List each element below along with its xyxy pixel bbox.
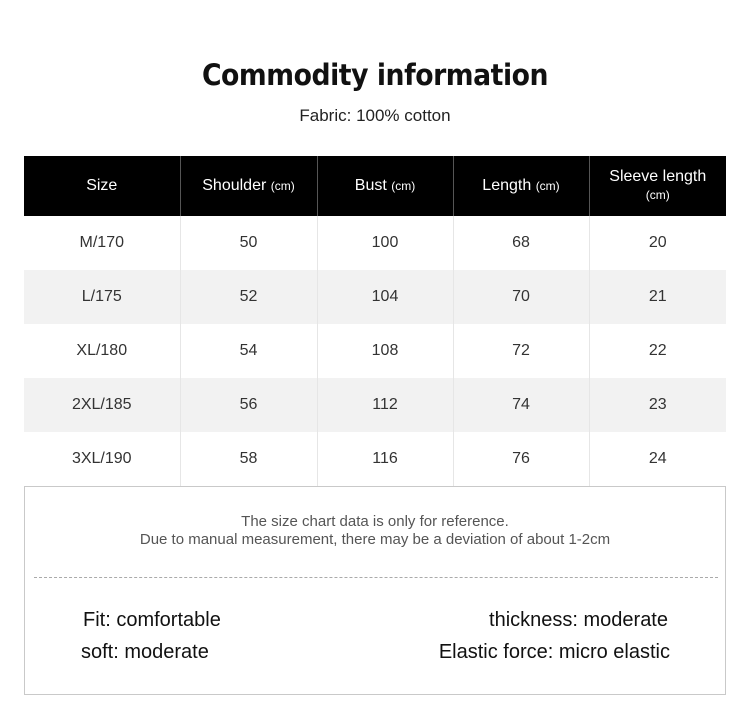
cell-sleeve-length: 21	[589, 270, 726, 324]
cell-length: 72	[453, 324, 589, 378]
cell-size: 2XL/185	[24, 378, 180, 432]
table-row	[24, 378, 726, 432]
cell-sleeve-length: 24	[648, 450, 667, 467]
header-bust: Bust (cm)	[317, 156, 453, 216]
note-line-2: Due to manual measurement, there may be a deviation of about 1-2cm	[139, 531, 611, 548]
measurement-note	[25, 513, 725, 549]
cell-length: 76	[453, 432, 589, 486]
cell-shoulder: 52	[180, 270, 317, 324]
header-sleeve-length: Sleeve length (cm)	[589, 156, 726, 216]
cell-shoulder: 56	[180, 378, 317, 432]
table-row	[24, 216, 726, 270]
cell-sleeve-length: 20	[648, 234, 667, 251]
cell-bust: 104	[317, 270, 453, 324]
cell-length: 74	[453, 378, 589, 432]
cell-shoulder: 50	[180, 216, 317, 270]
cell-length: 68	[453, 216, 589, 270]
header-length: Length (cm)	[453, 156, 589, 216]
thickness-attribute: thickness: moderate	[489, 609, 668, 631]
header-shoulder: Shoulder (cm)	[180, 156, 317, 216]
cell-size: L/175	[24, 270, 180, 324]
softness-attribute: soft: moderate	[81, 641, 209, 663]
size-chart-table	[24, 156, 726, 486]
dashed-divider	[34, 577, 718, 578]
cell-bust: 116	[317, 432, 453, 486]
page-title: Commodity information	[201, 58, 549, 92]
fit-attribute: Fit: comfortable	[83, 609, 221, 631]
cell-bust: 112	[317, 378, 453, 432]
cell-sleeve-length: 23	[589, 378, 726, 432]
table-header-row	[24, 156, 726, 216]
cell-size: 3XL/190	[24, 432, 180, 486]
cell-sleeve-length: 22	[648, 342, 667, 359]
cell-shoulder: 54	[180, 324, 317, 378]
product-attributes-box	[24, 486, 726, 695]
cell-length: 70	[453, 270, 589, 324]
table-row	[24, 324, 726, 378]
cell-size: XL/180	[24, 324, 180, 378]
note-line-1: The size chart data is only for reference.	[241, 513, 509, 530]
cell-shoulder: 58	[180, 432, 317, 486]
table-row	[24, 432, 726, 486]
header-size: Size	[24, 156, 180, 216]
table-row	[24, 270, 726, 324]
fabric-info: Fabric: 100% cotton	[299, 106, 451, 125]
cell-size: M/170	[24, 216, 180, 270]
elasticity-attribute: Elastic force: micro elastic	[438, 641, 670, 663]
cell-bust: 108	[317, 324, 453, 378]
cell-bust: 100	[317, 216, 453, 270]
